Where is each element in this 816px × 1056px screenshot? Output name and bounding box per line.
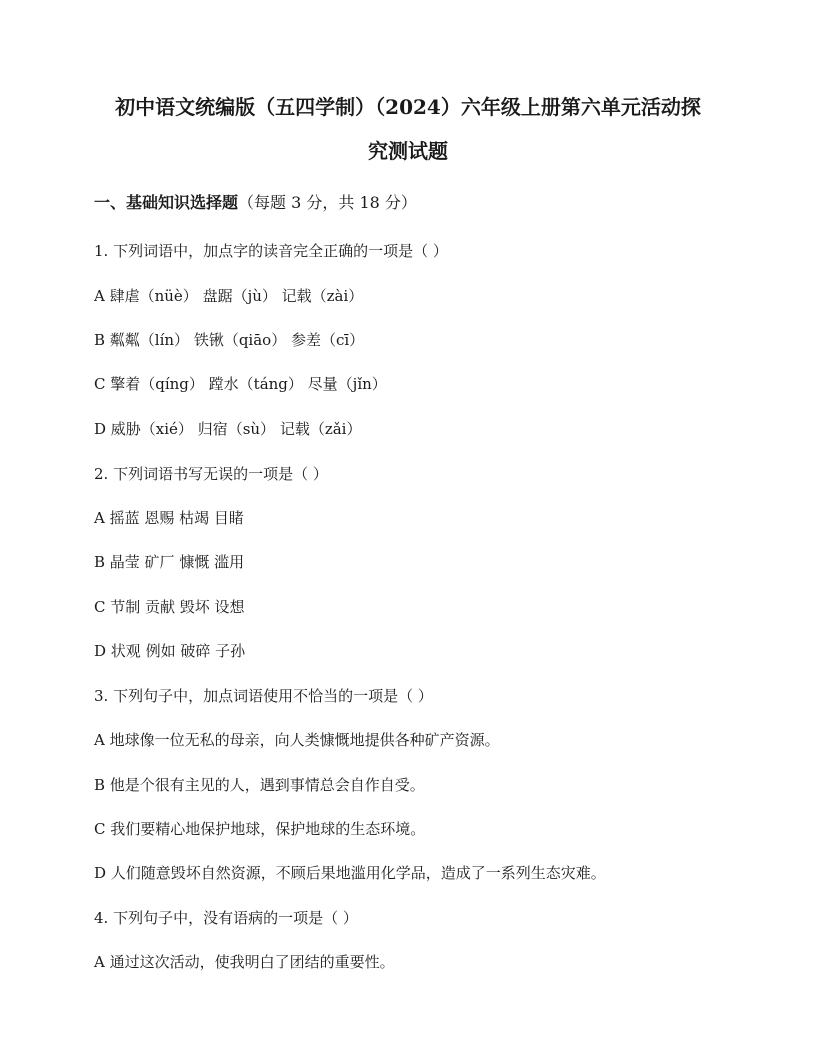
document-title-line-2: 究测试题 <box>368 139 448 163</box>
question-2-option-a: A 摇蓝 恩赐 枯竭 目睹 <box>94 509 244 527</box>
question-3-option-b: B 他是个很有主见的人，遇到事情总会自作自受。 <box>94 776 425 794</box>
question-3-option-d: D 人们随意毁坏自然资源，不顾后果地滥用化学品，造成了一系列生态灾难。 <box>94 864 606 882</box>
question-3-option-c: C 我们要精心地保护地球，保护地球的生态环境。 <box>94 820 426 838</box>
question-4-option-a: A 通过这次活动，使我明白了团结的重要性。 <box>94 953 395 971</box>
document-title-line-1: 初中语文统编版（五四学制）（2024）六年级上册第六单元活动探 <box>115 95 701 119</box>
question-1-option-b: B 粼粼（lín） 铁锹（qiāo） 参差（cī） <box>94 331 365 349</box>
section-heading-title: 一、基础知识选择题 <box>94 193 239 212</box>
question-2-option-c: C 节制 贡献 毁坏 设想 <box>94 598 245 616</box>
question-3: 3. 下列句子中，加点词语使用不恰当的一项是（ ） <box>94 687 433 705</box>
section-heading-note: （每题 3 分，共 18 分） <box>238 193 417 212</box>
question-1-option-a: A 肆虐（nüè） 盘踞（jù） 记载（zài） <box>94 287 364 305</box>
question-1: 1. 下列词语中，加点字的读音完全正确的一项是（ ） <box>94 242 448 260</box>
question-3-option-a: A 地球像一位无私的母亲，向人类慷慨地提供各种矿产资源。 <box>94 731 500 749</box>
question-2-option-d: D 状观 例如 破碎 子孙 <box>94 642 246 660</box>
question-2: 2. 下列词语书写无误的一项是（ ） <box>94 465 328 483</box>
question-4: 4. 下列句子中，没有语病的一项是（ ） <box>94 909 358 927</box>
question-1-option-d: D 威胁（xié） 归宿（sù） 记载（zǎi） <box>94 420 362 438</box>
section-heading <box>94 193 417 213</box>
question-1-option-c: C 擎着（qíng） 蹚水（táng） 尽量（jǐn） <box>94 375 387 393</box>
question-2-option-b: B 晶莹 矿厂 慷慨 滥用 <box>94 553 245 571</box>
